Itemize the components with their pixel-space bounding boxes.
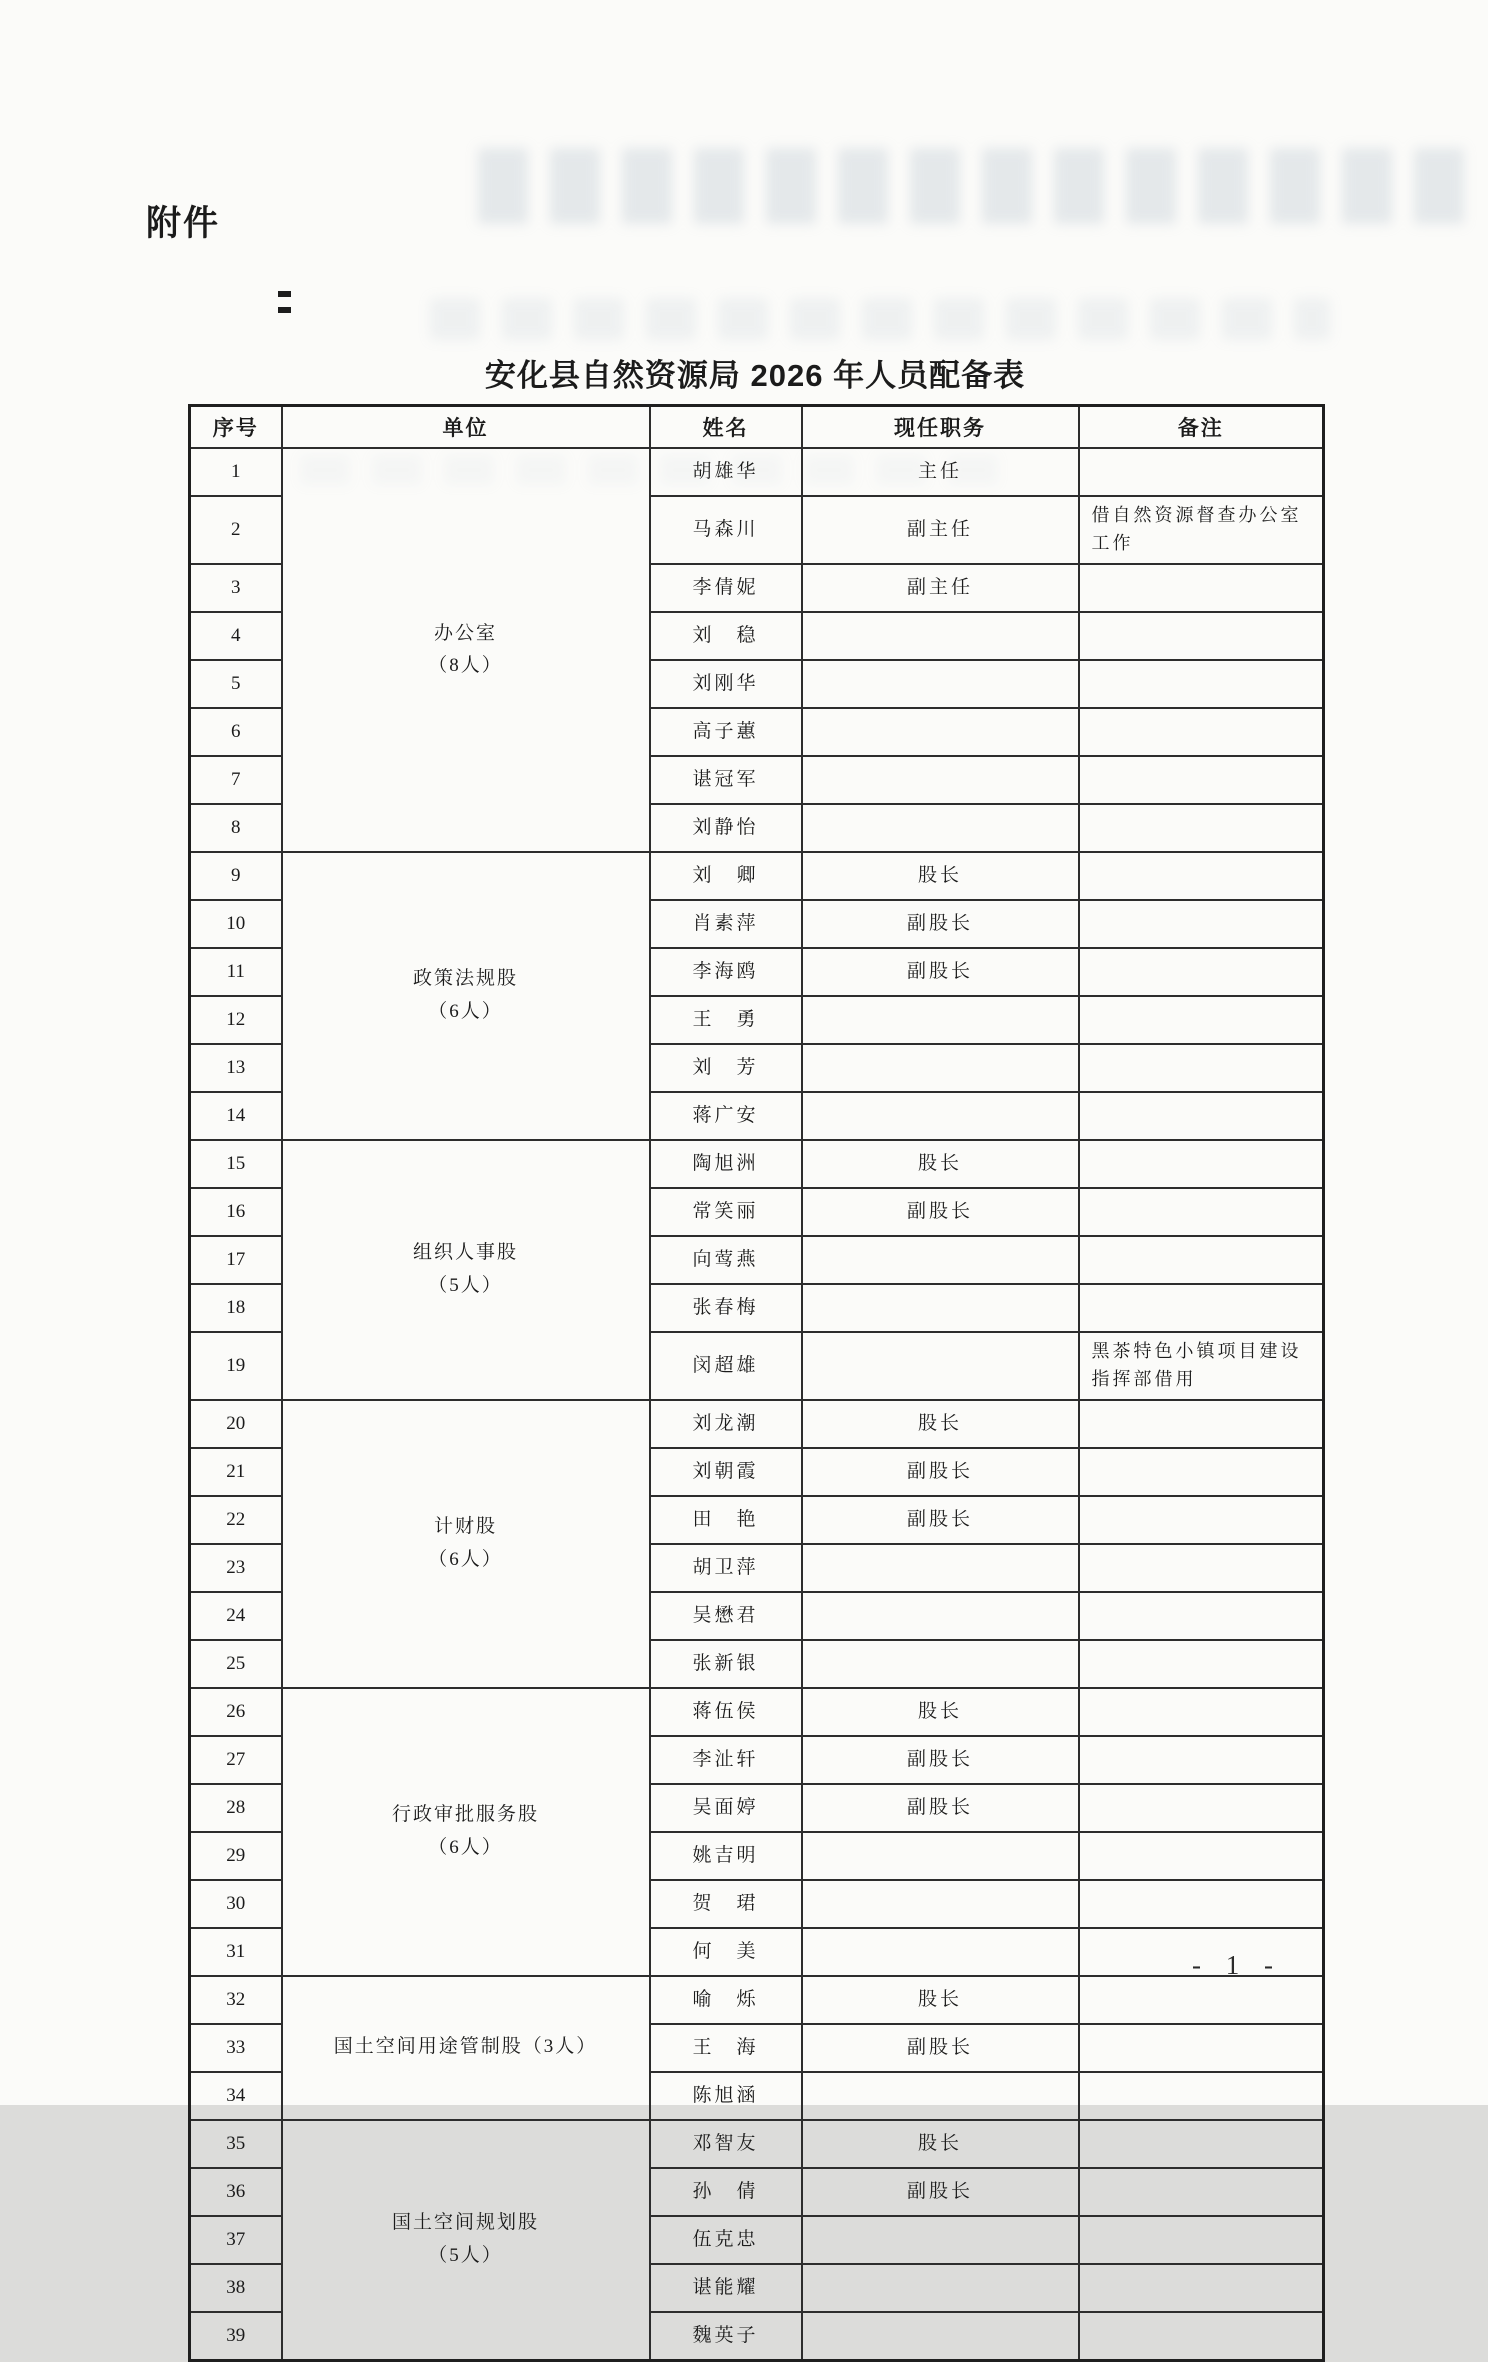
cell-serial-number: 10 <box>190 900 282 948</box>
cell-remark: 借自然资源督查办公室工作 <box>1079 496 1324 564</box>
cell-serial-number: 11 <box>190 948 282 996</box>
cell-position: 副股长 <box>802 1784 1079 1832</box>
unit-name: 组织人事股 <box>412 1242 518 1264</box>
cell-serial-number: 1 <box>190 448 282 496</box>
cell-serial-number: 21 <box>190 1448 282 1496</box>
cell-serial-number: 38 <box>190 2264 282 2312</box>
page-title: 安化县自然资源局 2026 年人员配备表 <box>484 358 1026 393</box>
cell-serial-number: 30 <box>190 1880 282 1928</box>
cell-name: 贺 珺 <box>650 1880 802 1928</box>
cell-position <box>802 756 1079 804</box>
cell-remark <box>1079 1044 1324 1092</box>
bleedthrough-artifact <box>478 148 1478 224</box>
cell-serial-number: 32 <box>190 1976 282 2024</box>
cell-remark <box>1079 1544 1324 1592</box>
cell-position <box>802 660 1079 708</box>
cell-name: 胡雄华 <box>650 448 802 496</box>
cell-position <box>802 1592 1079 1640</box>
cell-name: 常笑丽 <box>650 1188 802 1236</box>
cell-position <box>802 804 1079 852</box>
cell-unit <box>282 448 650 852</box>
cell-serial-number: 8 <box>190 804 282 852</box>
cell-remark <box>1079 1140 1324 1188</box>
cell-name: 向莺燕 <box>650 1236 802 1284</box>
cell-name: 陈旭涵 <box>650 2072 802 2120</box>
cell-unit <box>282 1400 650 1688</box>
unit-name: 政策法规股 <box>412 968 518 990</box>
unit-headcount: （8人） <box>428 654 503 676</box>
cell-serial-number: 18 <box>190 1284 282 1332</box>
cell-remark: 黑茶特色小镇项目建设指挥部借用 <box>1079 1332 1324 1400</box>
cell-serial-number: 23 <box>190 1544 282 1592</box>
cell-remark <box>1079 852 1324 900</box>
column-header-unit: 单位 <box>282 406 650 449</box>
cell-name: 刘朝霞 <box>650 1448 802 1496</box>
cell-name: 张新银 <box>650 1640 802 1688</box>
cell-serial-number: 14 <box>190 1092 282 1140</box>
table-row <box>190 2120 1324 2168</box>
unit-headcount: （5人） <box>428 1274 503 1296</box>
cell-serial-number: 29 <box>190 1832 282 1880</box>
cell-remark <box>1079 1496 1324 1544</box>
cell-serial-number: 17 <box>190 1236 282 1284</box>
cell-name: 孙 倩 <box>650 2168 802 2216</box>
table-row <box>190 1976 1324 2024</box>
cell-name: 吴懋君 <box>650 1592 802 1640</box>
column-header-remarks: 备注 <box>1079 406 1324 449</box>
cell-position: 副股长 <box>802 1448 1079 1496</box>
table-row <box>190 1140 1324 1188</box>
personnel-table <box>188 404 1325 2362</box>
table-row <box>190 1400 1324 1448</box>
column-header-position: 现任职务 <box>802 406 1079 449</box>
cell-remark <box>1079 1592 1324 1640</box>
cell-unit <box>282 2120 650 2361</box>
cell-remark <box>1079 612 1324 660</box>
cell-position <box>802 1332 1079 1400</box>
cell-serial-number: 13 <box>190 1044 282 1092</box>
cell-serial-number: 3 <box>190 564 282 612</box>
cell-remark <box>1079 996 1324 1044</box>
unit-name: 行政审批服务股 <box>391 1804 539 1826</box>
cell-position: 股长 <box>802 1688 1079 1736</box>
cell-serial-number: 7 <box>190 756 282 804</box>
cell-unit <box>282 1976 650 2120</box>
cell-remark <box>1079 1976 1324 2024</box>
cell-position <box>802 2264 1079 2312</box>
cell-serial-number: 37 <box>190 2216 282 2264</box>
cell-name: 谌能耀 <box>650 2264 802 2312</box>
cell-position: 股长 <box>802 852 1079 900</box>
cell-position: 副股长 <box>802 2168 1079 2216</box>
cell-position: 副股长 <box>802 900 1079 948</box>
cell-name: 姚吉明 <box>650 1832 802 1880</box>
cell-name: 刘刚华 <box>650 660 802 708</box>
unit-headcount: （6人） <box>428 1836 503 1858</box>
cell-serial-number: 33 <box>190 2024 282 2072</box>
cell-name: 马森川 <box>650 496 802 564</box>
cell-name: 吴面婷 <box>650 1784 802 1832</box>
cell-position <box>802 708 1079 756</box>
table-body <box>190 448 1324 2360</box>
cell-name: 王 海 <box>650 2024 802 2072</box>
cell-position <box>802 1832 1079 1880</box>
cell-remark <box>1079 1092 1324 1140</box>
column-header-name: 姓名 <box>650 406 802 449</box>
cell-remark <box>1079 1880 1324 1928</box>
cell-position <box>802 612 1079 660</box>
cell-name: 何 美 <box>650 1928 802 1976</box>
cell-position <box>802 1092 1079 1140</box>
cell-position <box>802 1284 1079 1332</box>
cell-position <box>802 1544 1079 1592</box>
cell-position <box>802 996 1079 1044</box>
cell-serial-number: 35 <box>190 2120 282 2168</box>
table-row <box>190 448 1324 496</box>
cell-serial-number: 36 <box>190 2168 282 2216</box>
cell-serial-number: 9 <box>190 852 282 900</box>
cell-remark <box>1079 756 1324 804</box>
cell-serial-number: 25 <box>190 1640 282 1688</box>
cell-position: 副主任 <box>802 496 1079 564</box>
cell-remark <box>1079 708 1324 756</box>
table-header <box>190 406 1324 449</box>
cell-serial-number: 31 <box>190 1928 282 1976</box>
cell-position <box>802 1236 1079 1284</box>
cell-name: 李倩妮 <box>650 564 802 612</box>
cell-remark <box>1079 1448 1324 1496</box>
cell-position <box>802 2072 1079 2120</box>
unit-headcount: （6人） <box>428 1548 503 1570</box>
cell-serial-number: 24 <box>190 1592 282 1640</box>
cell-remark <box>1079 660 1324 708</box>
cell-remark <box>1079 2168 1324 2216</box>
cell-position: 副股长 <box>802 1736 1079 1784</box>
cell-name: 张春梅 <box>650 1284 802 1332</box>
cell-remark <box>1079 2072 1324 2120</box>
cell-remark <box>1079 900 1324 948</box>
cell-name: 闵超雄 <box>650 1332 802 1400</box>
cell-name: 田 艳 <box>650 1496 802 1544</box>
cell-remark <box>1079 2216 1324 2264</box>
cell-unit <box>282 1688 650 1976</box>
cell-name: 喻 烁 <box>650 1976 802 2024</box>
cell-position: 副主任 <box>802 564 1079 612</box>
attachment-label: 附件 <box>146 204 221 243</box>
cell-serial-number: 39 <box>190 2312 282 2361</box>
cell-name: 邓智友 <box>650 2120 802 2168</box>
cell-serial-number: 26 <box>190 1688 282 1736</box>
cell-name: 肖素萍 <box>650 900 802 948</box>
cell-remark <box>1079 2312 1324 2361</box>
unit-headcount: （5人） <box>428 2244 503 2266</box>
page-number: - 1 - <box>1192 1950 1282 1980</box>
cell-name: 陶旭洲 <box>650 1140 802 1188</box>
cell-remark <box>1079 1784 1324 1832</box>
cell-remark <box>1079 1284 1324 1332</box>
table-header-row <box>190 406 1324 449</box>
cell-name: 伍克忠 <box>650 2216 802 2264</box>
cell-serial-number: 34 <box>190 2072 282 2120</box>
unit-name: 办公室 <box>433 622 497 644</box>
unit-name: 国土空间规划股 <box>391 2212 539 2234</box>
cell-position: 主任 <box>802 448 1079 496</box>
cell-name: 王 勇 <box>650 996 802 1044</box>
cell-remark <box>1079 2120 1324 2168</box>
cell-name: 刘 卿 <box>650 852 802 900</box>
cell-position: 副股长 <box>802 1496 1079 1544</box>
cell-position: 股长 <box>802 2120 1079 2168</box>
cell-position <box>802 1880 1079 1928</box>
cell-serial-number: 4 <box>190 612 282 660</box>
cell-remark <box>1079 2024 1324 2072</box>
cell-name: 刘 稳 <box>650 612 802 660</box>
cell-serial-number: 22 <box>190 1496 282 1544</box>
cell-name: 魏英子 <box>650 2312 802 2361</box>
unit-name: 计财股 <box>433 1516 497 1538</box>
cell-position: 副股长 <box>802 1188 1079 1236</box>
cell-name: 李海鸥 <box>650 948 802 996</box>
cell-remark <box>1079 948 1324 996</box>
cell-remark <box>1079 1188 1324 1236</box>
cell-position <box>802 2312 1079 2361</box>
cell-serial-number: 19 <box>190 1332 282 1400</box>
cell-name: 李沚轩 <box>650 1736 802 1784</box>
scan-mark <box>278 291 291 297</box>
cell-remark <box>1079 1640 1324 1688</box>
cell-remark <box>1079 2264 1324 2312</box>
cell-remark <box>1079 564 1324 612</box>
unit-name: 国土空间用途管制股（3人） <box>333 2036 598 2058</box>
cell-name: 刘龙潮 <box>650 1400 802 1448</box>
unit-headcount: （6人） <box>428 1000 503 1022</box>
cell-position <box>802 1044 1079 1092</box>
cell-remark <box>1079 1736 1324 1784</box>
cell-remark <box>1079 1832 1324 1880</box>
cell-name: 谌冠军 <box>650 756 802 804</box>
bleedthrough-artifact <box>430 298 1330 340</box>
cell-position: 股长 <box>802 1976 1079 2024</box>
cell-serial-number: 28 <box>190 1784 282 1832</box>
cell-remark <box>1079 804 1324 852</box>
cell-position <box>802 1928 1079 1976</box>
table-row <box>190 1688 1324 1736</box>
cell-serial-number: 12 <box>190 996 282 1044</box>
cell-name: 胡卫萍 <box>650 1544 802 1592</box>
cell-unit <box>282 852 650 1140</box>
cell-serial-number: 16 <box>190 1188 282 1236</box>
cell-name: 蒋伍侯 <box>650 1688 802 1736</box>
cell-remark <box>1079 1688 1324 1736</box>
cell-name: 刘静怡 <box>650 804 802 852</box>
cell-name: 蒋广安 <box>650 1092 802 1140</box>
cell-unit <box>282 1140 650 1400</box>
cell-position <box>802 2216 1079 2264</box>
cell-serial-number: 6 <box>190 708 282 756</box>
cell-serial-number: 2 <box>190 496 282 564</box>
cell-name: 高子蕙 <box>650 708 802 756</box>
cell-remark <box>1079 1400 1324 1448</box>
cell-remark <box>1079 1236 1324 1284</box>
cell-serial-number: 27 <box>190 1736 282 1784</box>
cell-position: 副股长 <box>802 2024 1079 2072</box>
cell-remark <box>1079 448 1324 496</box>
cell-position <box>802 1640 1079 1688</box>
scan-mark <box>278 307 291 313</box>
cell-position: 股长 <box>802 1400 1079 1448</box>
cell-serial-number: 15 <box>190 1140 282 1188</box>
cell-name: 刘 芳 <box>650 1044 802 1092</box>
cell-serial-number: 20 <box>190 1400 282 1448</box>
table-row <box>190 852 1324 900</box>
cell-position: 股长 <box>802 1140 1079 1188</box>
cell-serial-number: 5 <box>190 660 282 708</box>
cell-position: 副股长 <box>802 948 1079 996</box>
column-header-serial: 序号 <box>190 406 282 449</box>
